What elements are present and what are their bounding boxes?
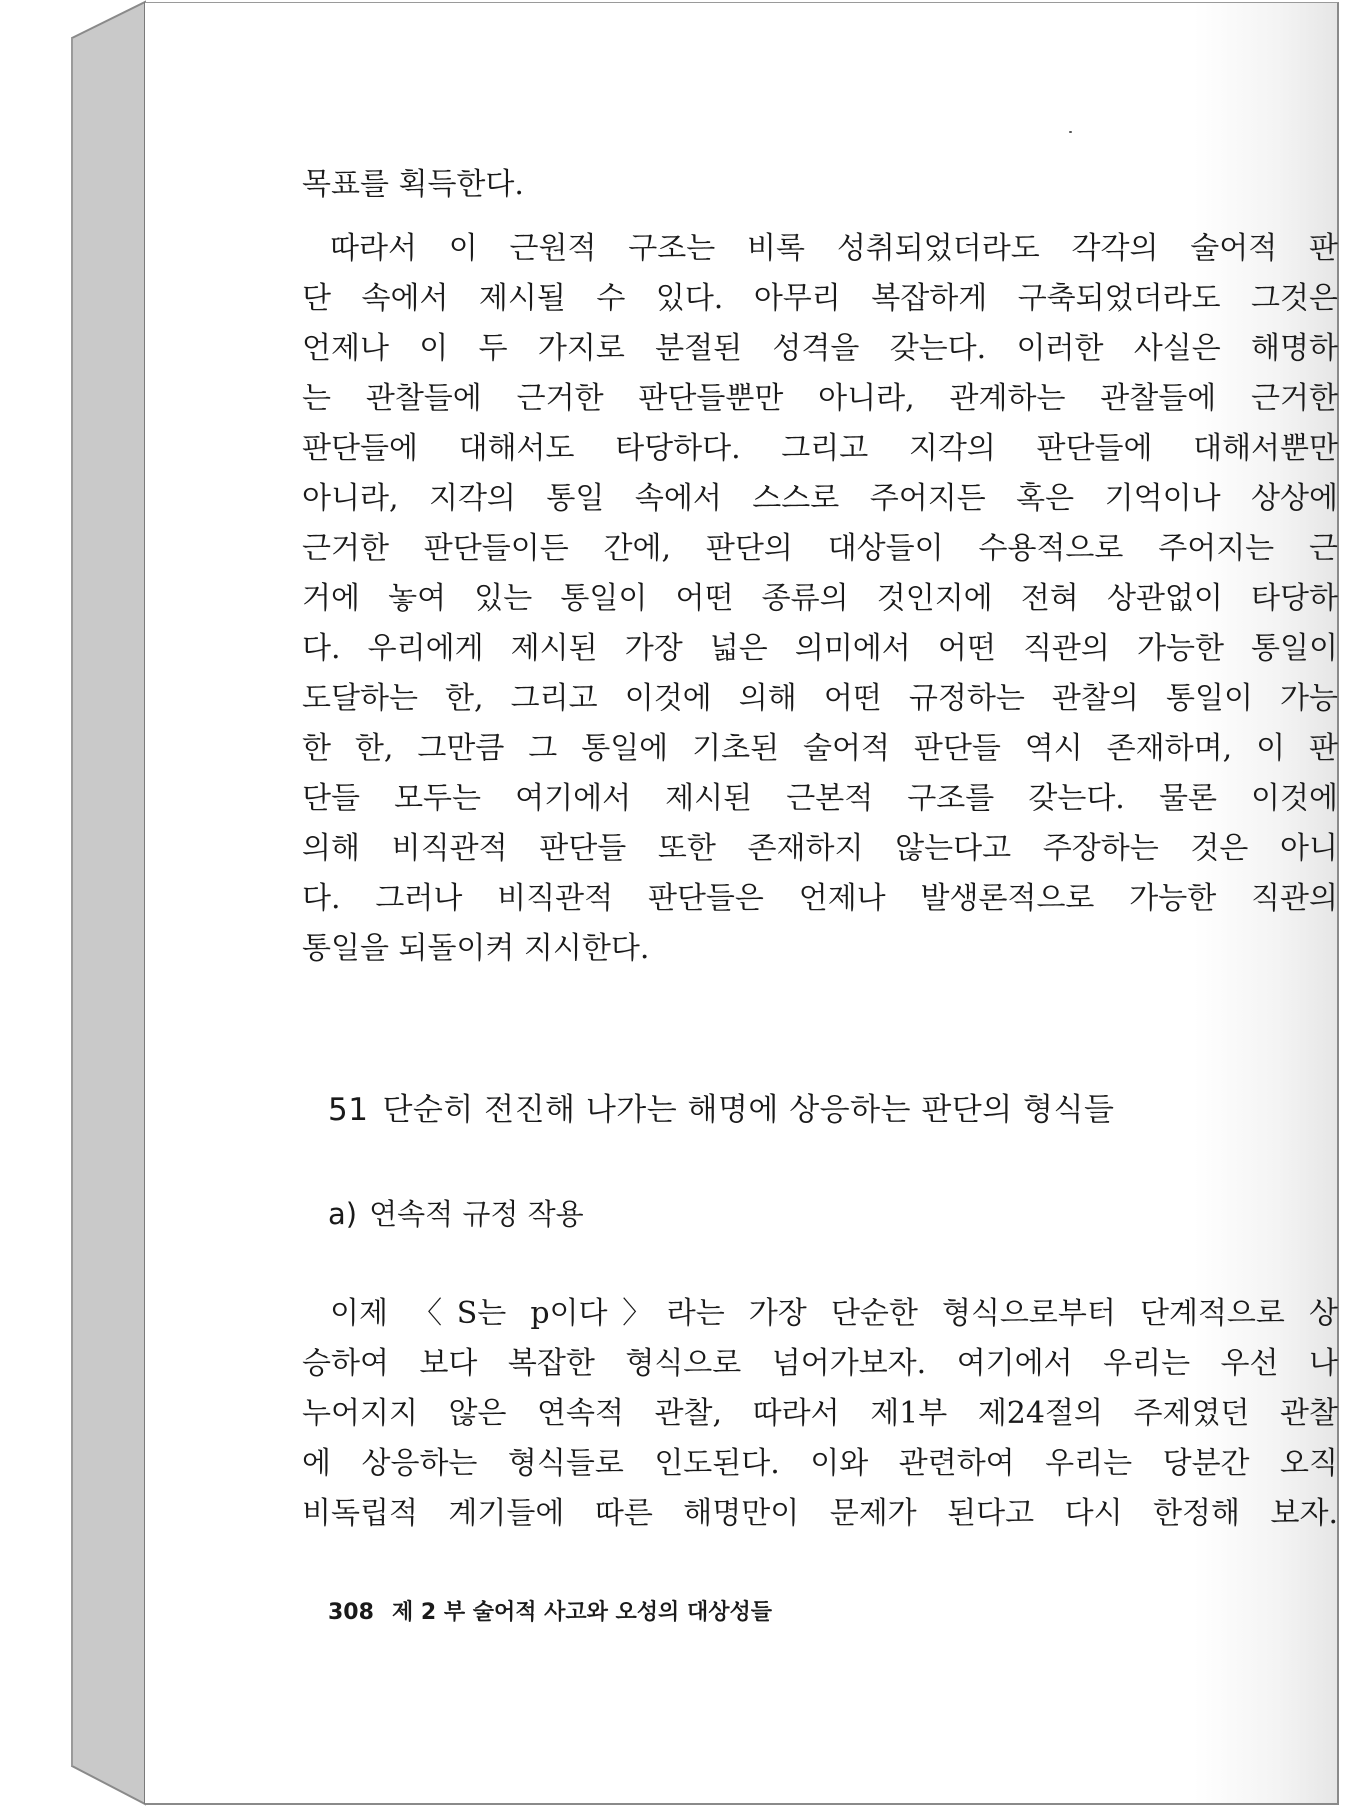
text-line: 단들 모두는 여기에서 제시된 근본적 구조를 갖는다. 물론 이것에 <box>302 781 1338 816</box>
text-line: 언제나 이 두 가지로 분절된 성격을 갖는다. 이러한 사실은 해명하 <box>302 331 1338 366</box>
scan-speck <box>1069 131 1072 133</box>
sub-heading <box>328 1192 584 1233</box>
text-line: 통일을 되돌이켜 지시한다. <box>302 931 650 966</box>
text-line: 따라서 이 근원적 구조는 비록 성취되었더라도 각각의 술어적 판 <box>330 231 1338 266</box>
text-line: 도달하는 한, 그리고 이것에 의해 어떤 규정하는 관찰의 통일이 가능 <box>302 681 1338 716</box>
text-line: 는 관찰들에 근거한 판단들뿐만 아니라, 관계하는 관찰들에 근거한 <box>302 381 1338 416</box>
section-heading <box>328 1084 1114 1129</box>
text-line: 근거한 판단들이든 간에, 판단의 대상들이 수용적으로 주어지는 근 <box>302 531 1338 566</box>
text-line: 다. 그러나 비직관적 판단들은 언제나 발생론적으로 가능한 직관의 <box>302 881 1338 916</box>
text-line: 단 속에서 제시될 수 있다. 아무리 복잡하게 구축되었더라도 그것은 <box>302 281 1338 316</box>
page-footer <box>328 1595 772 1626</box>
text-line: 거에 놓여 있는 통일이 어떤 종류의 것인지에 전혀 상관없이 타당하 <box>302 581 1338 616</box>
text-line: 에 상응하는 형식들로 인도된다. 이와 관련하여 우리는 당분간 오직 <box>302 1446 1338 1481</box>
text-line: 누어지지 않은 연속적 관찰, 따라서 제1부 제24절의 주제였던 관찰 <box>302 1396 1338 1431</box>
paragraph-section-a <box>302 1289 1338 1539</box>
text-line: 판단들에 대해서도 타당하다. 그리고 지각의 판단들에 대해서뿐만 <box>302 431 1338 466</box>
book-page <box>145 2 1339 1805</box>
running-title: 제 2 부 술어적 사고와 오성의 대상성들 <box>391 1600 772 1625</box>
text-line: 비독립적 계기들에 따른 해명만이 문제가 된다고 다시 한정해 보자. <box>302 1496 1338 1531</box>
section-title: 단순히 전진해 나가는 해명에 상응하는 판단의 형식들 <box>382 1092 1115 1128</box>
text-line: 승하여 보다 복잡한 형식으로 넘어가보자. 여기에서 우리는 우선 나 <box>302 1346 1338 1381</box>
text-line: 다. 우리에게 제시된 가장 넓은 의미에서 어떤 직관의 가능한 통일이 <box>302 631 1338 666</box>
text-line: 의해 비직관적 판단들 또한 존재하지 않는다고 주장하는 것은 아니 <box>302 831 1338 866</box>
section-number: 51 <box>328 1092 369 1128</box>
paragraph-continuation <box>302 160 1338 210</box>
sub-heading-label: a) <box>328 1197 358 1231</box>
page-number: 308 <box>328 1600 374 1625</box>
text-line: 한 한, 그만큼 그 통일에 기초된 술어적 판단들 역시 존재하며, 이 판 <box>302 731 1338 766</box>
text-line: 아니라, 지각의 통일 속에서 스스로 주어지든 혹은 기억이나 상상에 <box>302 481 1338 516</box>
sub-heading-title: 연속적 규정 작용 <box>369 1197 584 1231</box>
paragraph-main <box>302 224 1338 974</box>
text-line: 이제 〈S는 p이다〉라는 가장 단순한 형식으로부터 단계적으로 상 <box>330 1296 1338 1331</box>
text-line: 목표를 획득한다. <box>302 167 524 202</box>
